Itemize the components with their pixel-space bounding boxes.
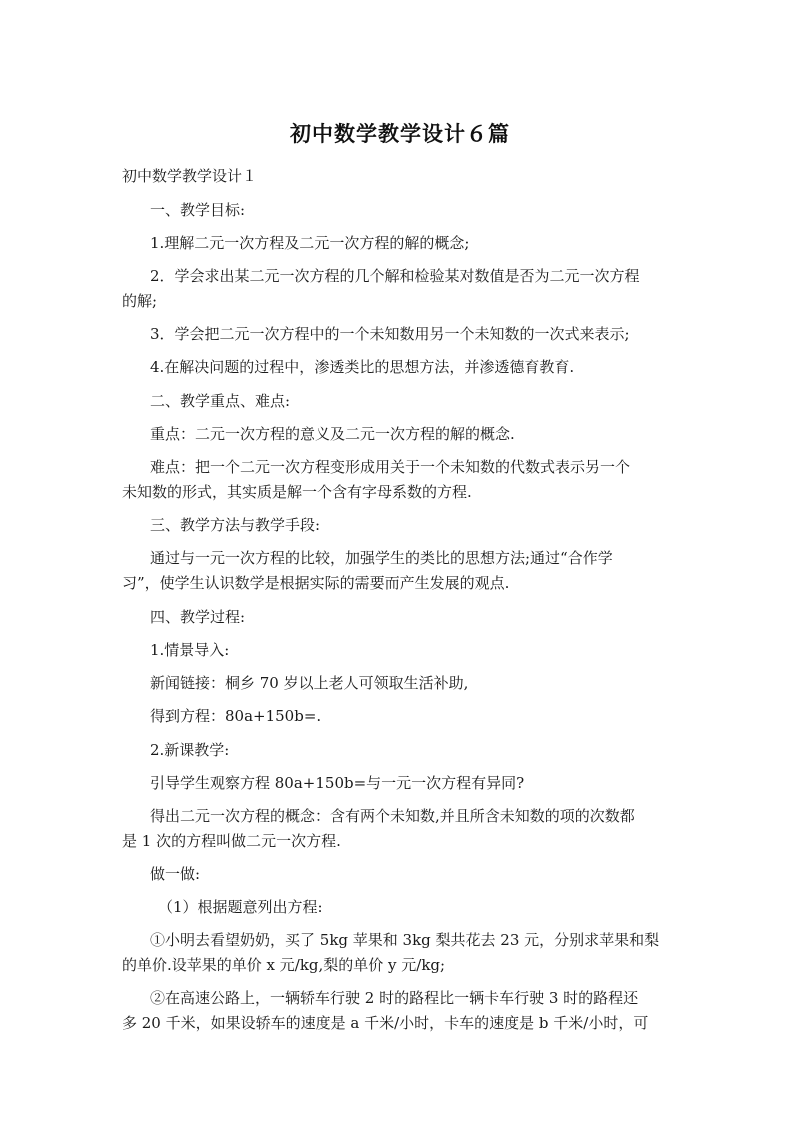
paragraph-line: 3．学会把二元一次方程中的一个未知数用另一个未知数的一次式来表示; (150, 325, 630, 343)
paragraph-line: 习”，使学生认识数学是根据实际的需要而产生发展的观点. (122, 574, 510, 592)
paragraph-line: 4.在解决问题的过程中，渗透类比的思想方法，并渗透德育教育. (150, 358, 575, 376)
paragraph-line: 通过与一元一次方程的比较，加强学生的类比的思想方法;通过“合作学 (150, 549, 613, 567)
paragraph-line: 引导学生观察方程 80a+150b=与一元一次方程有异同? (150, 774, 525, 792)
document-title: 初中数学教学设计６篇 (290, 122, 510, 146)
paragraph-line: 得到方程：80a+150b=. (150, 707, 322, 725)
paragraph-line: 的解; (122, 292, 158, 310)
paragraph-line: 的单价.设苹果的单价 x 元/kg,梨的单价 y 元/kg; (122, 956, 446, 974)
paragraph-line: 2.新课教学: (150, 741, 230, 759)
paragraph-line: 一、教学目标: (150, 201, 246, 219)
section-heading: 初中数学教学设计１ (122, 167, 258, 185)
paragraph-line: 1.情景导入: (150, 641, 230, 659)
paragraph-line: ②在高速公路上，一辆轿车行驶 2 时的路程比一辆卡车行驶 3 时的路程还 (150, 989, 639, 1007)
paragraph-line: ①小明去看望奶奶，买了 5kg 苹果和 3kg 梨共花去 23 元，分别求苹果和梨 (150, 931, 660, 949)
paragraph-line: 做一做: (150, 865, 201, 883)
paragraph-line: 未知数的形式，其实质是解一个含有字母系数的方程. (122, 483, 472, 501)
paragraph-line: 四、教学过程: (150, 608, 246, 626)
paragraph-line: 三、教学方法与教学手段: (150, 516, 321, 534)
paragraph-line: 新闻链接：桐乡 70 岁以上老人可领取生活补助, (150, 674, 469, 692)
paragraph-line: 是 1 次的方程叫做二元一次方程. (122, 832, 341, 850)
paragraph-line: 得出二元一次方程的概念：含有两个未知数,并且所含未知数的项的次数都 (150, 807, 635, 825)
paragraph-line: 1.理解二元一次方程及二元一次方程的解的概念; (150, 234, 470, 252)
paragraph-line: 二、教学重点、难点: (150, 392, 291, 410)
paragraph-line: 多 20 千米，如果设轿车的速度是 a 千米/小时，卡车的速度是 b 千米/小时，可 (122, 1014, 649, 1032)
paragraph-line: 2．学会求出某二元一次方程的几个解和检验某对数值是否为二元一次方程 (150, 267, 640, 285)
paragraph-line: （1）根据题意列出方程: (158, 898, 323, 916)
paragraph-line: 重点：二元一次方程的意义及二元一次方程的解的概念. (150, 425, 515, 443)
paragraph-line: 难点：把一个二元一次方程变形成用关于一个未知数的代数式表示另一个 (150, 458, 631, 476)
